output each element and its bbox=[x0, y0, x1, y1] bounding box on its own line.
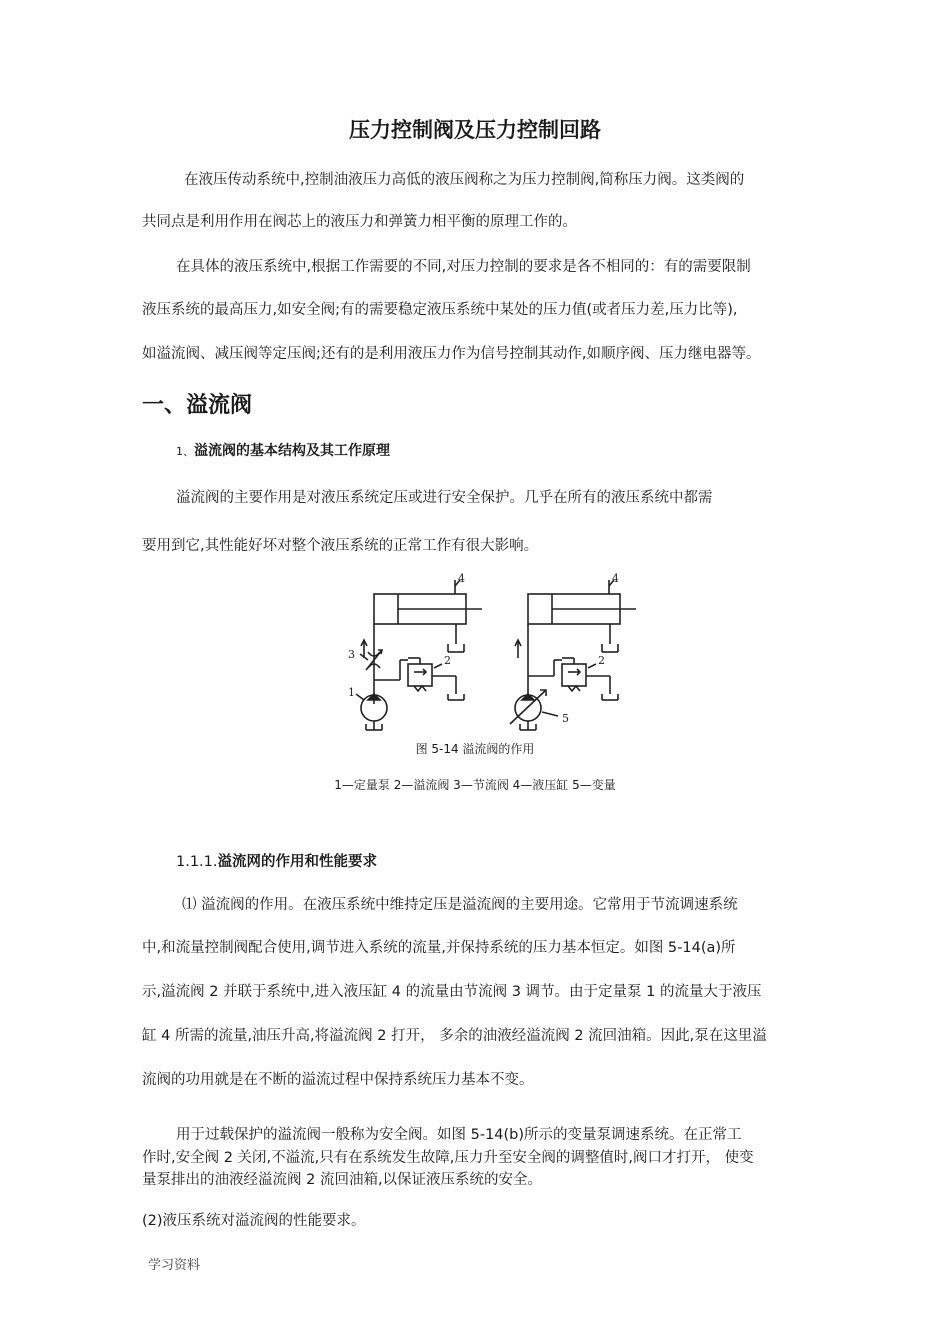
subsection-heading bbox=[176, 440, 390, 460]
label-3: 3 bbox=[348, 648, 355, 661]
para2-line-2: 液压系统的最高压力,如安全阀;有的需要稳定液压系统中某处的压力值(或者压力差,压力比等), bbox=[142, 302, 738, 318]
label-2b: 2 bbox=[598, 654, 605, 667]
subsection2-title: 溢流网的作用和性能要求 bbox=[217, 854, 378, 870]
label-1: 1 bbox=[348, 686, 355, 699]
para3-line-2: 要用到它,其性能好坏对整个液压系统的正常工作有很大影响。 bbox=[142, 538, 539, 554]
figure-caption: 图 5-14 溢流阀的作用 bbox=[415, 742, 535, 756]
para3-line-1: 溢流阀的主要作用是对液压系统定压或进行安全保护。几乎在所有的液压系统中都需 bbox=[176, 490, 713, 506]
para2-line-1: 在具体的液压系统中,根据工作需要的不同,对压力控制的要求是各不相同的：有的需要限制 bbox=[176, 259, 751, 275]
label-2a: 2 bbox=[444, 654, 451, 667]
para4-line-1: ⑴ 溢流阀的作用。在液压系统中维持定压是溢流阀的主要用途。它常用于节流调速系统 bbox=[182, 897, 738, 913]
figure-legend: 1—定量泵 2—溢流阀 3—节流阀 4—液压缸 5—变量 bbox=[334, 778, 616, 792]
para5-line-2: 作时,安全阀 2 关闭,不溢流,只有在系统发生故障,压力升至安全阀的调整值时,阀口才打开， 使变 bbox=[142, 1150, 754, 1166]
subsection2-heading bbox=[176, 850, 377, 871]
para5-line-1: 用于过载保护的溢流阀一般称为安全阀。如图 5-14(b)所示的变量泵调速系统。在正常工 bbox=[176, 1127, 742, 1143]
para2-line-3: 如溢流阀、减压阀等定压阀;还有的是利用液压力作为信号控制其动作,如顺序阀、压力继电器等。 bbox=[142, 346, 761, 362]
label-4a: 4 bbox=[458, 572, 465, 585]
para6-line-1: (2)液压系统对溢流阀的性能要求。 bbox=[142, 1213, 366, 1229]
page-footer: 学习资料 bbox=[148, 1258, 201, 1273]
relief-valve-a bbox=[408, 664, 432, 686]
para4-line-5: 流阀的功用就是在不断的溢流过程中保持系统压力基本不变。 bbox=[142, 1072, 534, 1088]
para4-line-2: 中,和流量控制阀配合使用,调节进入系统的流量,并保持系统的压力基本恒定。如图 5-14(a)所 bbox=[142, 940, 736, 956]
page-title: 压力控制阀及压力控制回路 bbox=[349, 118, 601, 142]
section-heading: 一、溢流阀 bbox=[142, 393, 253, 418]
intro-line-2: 共同点是利用作用在阀芯上的液压力和弹簧力相平衡的原理工作的。 bbox=[142, 214, 577, 230]
para4-line-3: 示,溢流阀 2 并联于系统中,进入液压缸 4 的流量由节流阀 3 调节。由于定量泵 1 的流量大于液压 bbox=[142, 984, 762, 1000]
intro-line-1: 在液压传动系统中,控制油液压力高低的液压阀称之为压力控制阀,简称压力阀。这类阀的 bbox=[184, 172, 745, 188]
subsection-title: 溢流阀的基本结构及其工作原理 bbox=[194, 443, 390, 459]
subsection-number: 1、 bbox=[176, 445, 194, 458]
relief-valve-b bbox=[562, 664, 586, 686]
label-4b: 4 bbox=[612, 572, 619, 585]
para4-line-4: 缸 4 所需的流量,油压升高,将溢流阀 2 打开， 多余的油液经溢流阀 2 流回油箱。因此,泵在这里溢 bbox=[142, 1028, 767, 1044]
para5-line-3: 量泵排出的油液经溢流阀 2 流回油箱,以保证液压系统的安全。 bbox=[142, 1172, 543, 1188]
label-5: 5 bbox=[562, 712, 569, 725]
relief-valve-diagram bbox=[330, 572, 650, 742]
subsection2-number: 1.1.1. bbox=[176, 854, 218, 870]
